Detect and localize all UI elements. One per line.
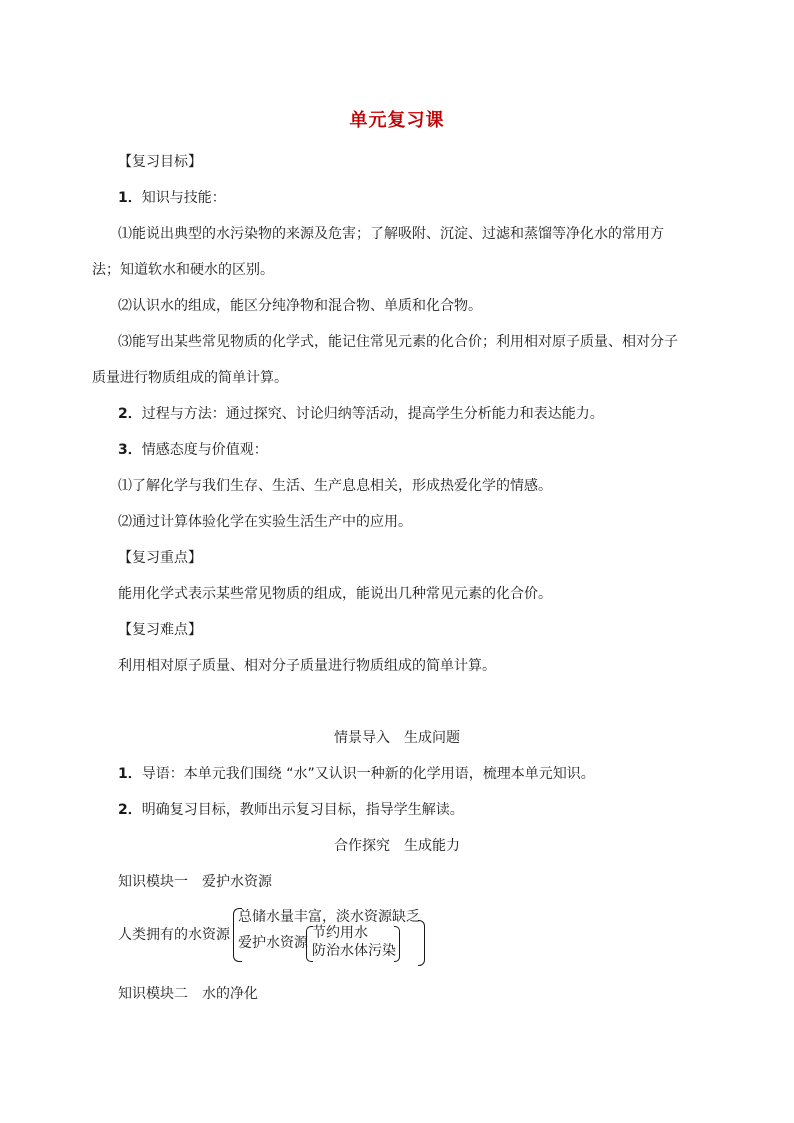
module-1-heading: 知识模块一 爱护水资源 — [118, 874, 272, 890]
objective-1-2: ⑵认识水的组成，能区分纯净物和混合物、单质和化合物。 — [118, 298, 482, 314]
objectives-heading: 【复习目标】 — [118, 154, 202, 170]
key-points-text: 能用化学式表示某些常见物质的组成，能说出几种常见元素的化合价。 — [118, 586, 552, 602]
intro-item-2-number: 2． — [118, 802, 142, 818]
intro-item-2 — [118, 801, 464, 819]
key-points-heading: 【复习重点】 — [118, 550, 202, 566]
objective-1-number: 1． — [118, 190, 142, 206]
objective-1-3-line1: ⑶能写出某些常见物质的化学式，能记住常见元素的化合价；利用相对原子质量、相对分子 — [118, 334, 678, 350]
intro-heading: 情景导入 生成问题 — [334, 730, 460, 746]
page-title: 单元复习课 — [349, 110, 445, 131]
objective-1-3-line2: 质量进行物质组成的简单计算。 — [92, 370, 288, 386]
diagram-root: 人类拥有的水资源 — [118, 927, 230, 943]
objective-3-text: 情感态度与价值观： — [141, 442, 268, 458]
diagram-branch-2: 爱护水资源 — [238, 935, 308, 951]
difficulty-heading: 【复习难点】 — [118, 622, 202, 638]
intro-item-1-text: 导语：本单元我们围绕 “水”又认识一种新的化学用语，梳理本单元知识。 — [141, 766, 595, 782]
objective-1 — [118, 189, 226, 207]
objective-1-text: 知识与技能： — [141, 190, 226, 206]
objective-3-number: 3． — [118, 442, 142, 458]
diagram-leaf-2: 防治水体污染 — [312, 943, 396, 959]
cooperation-heading: 合作探究 生成能力 — [334, 838, 460, 854]
diagram-leaf-1: 节约用水 — [312, 925, 368, 941]
intro-item-2-text: 明确复习目标，教师出示复习目标，指导学生解读。 — [141, 802, 464, 818]
module-2-heading: 知识模块二 水的净化 — [118, 986, 258, 1002]
diagram-branch-1: 总储水量丰富，淡水资源缺乏 — [238, 909, 420, 925]
difficulty-text: 利用相对原子质量、相对分子质量进行物质组成的简单计算。 — [118, 658, 496, 674]
objective-1-1-line2: 法；知道软水和硬水的区别。 — [92, 262, 274, 278]
inner-bracket-close — [394, 926, 400, 962]
objective-3 — [118, 441, 268, 459]
objective-2-text: 过程与方法：通过探究、讨论归纳等活动，提高学生分析能力和表达能力。 — [141, 406, 604, 422]
intro-item-1-number: 1． — [118, 766, 142, 782]
objective-3-2: ⑵通过计算体验化学在实验生活生产中的应用。 — [118, 514, 412, 530]
outer-bracket-close — [418, 920, 425, 966]
objective-2-number: 2． — [118, 406, 142, 422]
objective-3-1: ⑴了解化学与我们生存、生活、生产息息相关，形成热爱化学的情感。 — [118, 478, 552, 494]
intro-item-1 — [118, 765, 595, 783]
objective-2 — [118, 405, 604, 423]
objective-1-1-line1: ⑴能说出典型的水污染物的来源及危害；了解吸附、沉淀、过滤和蒸馏等净化水的常用方 — [118, 226, 664, 242]
